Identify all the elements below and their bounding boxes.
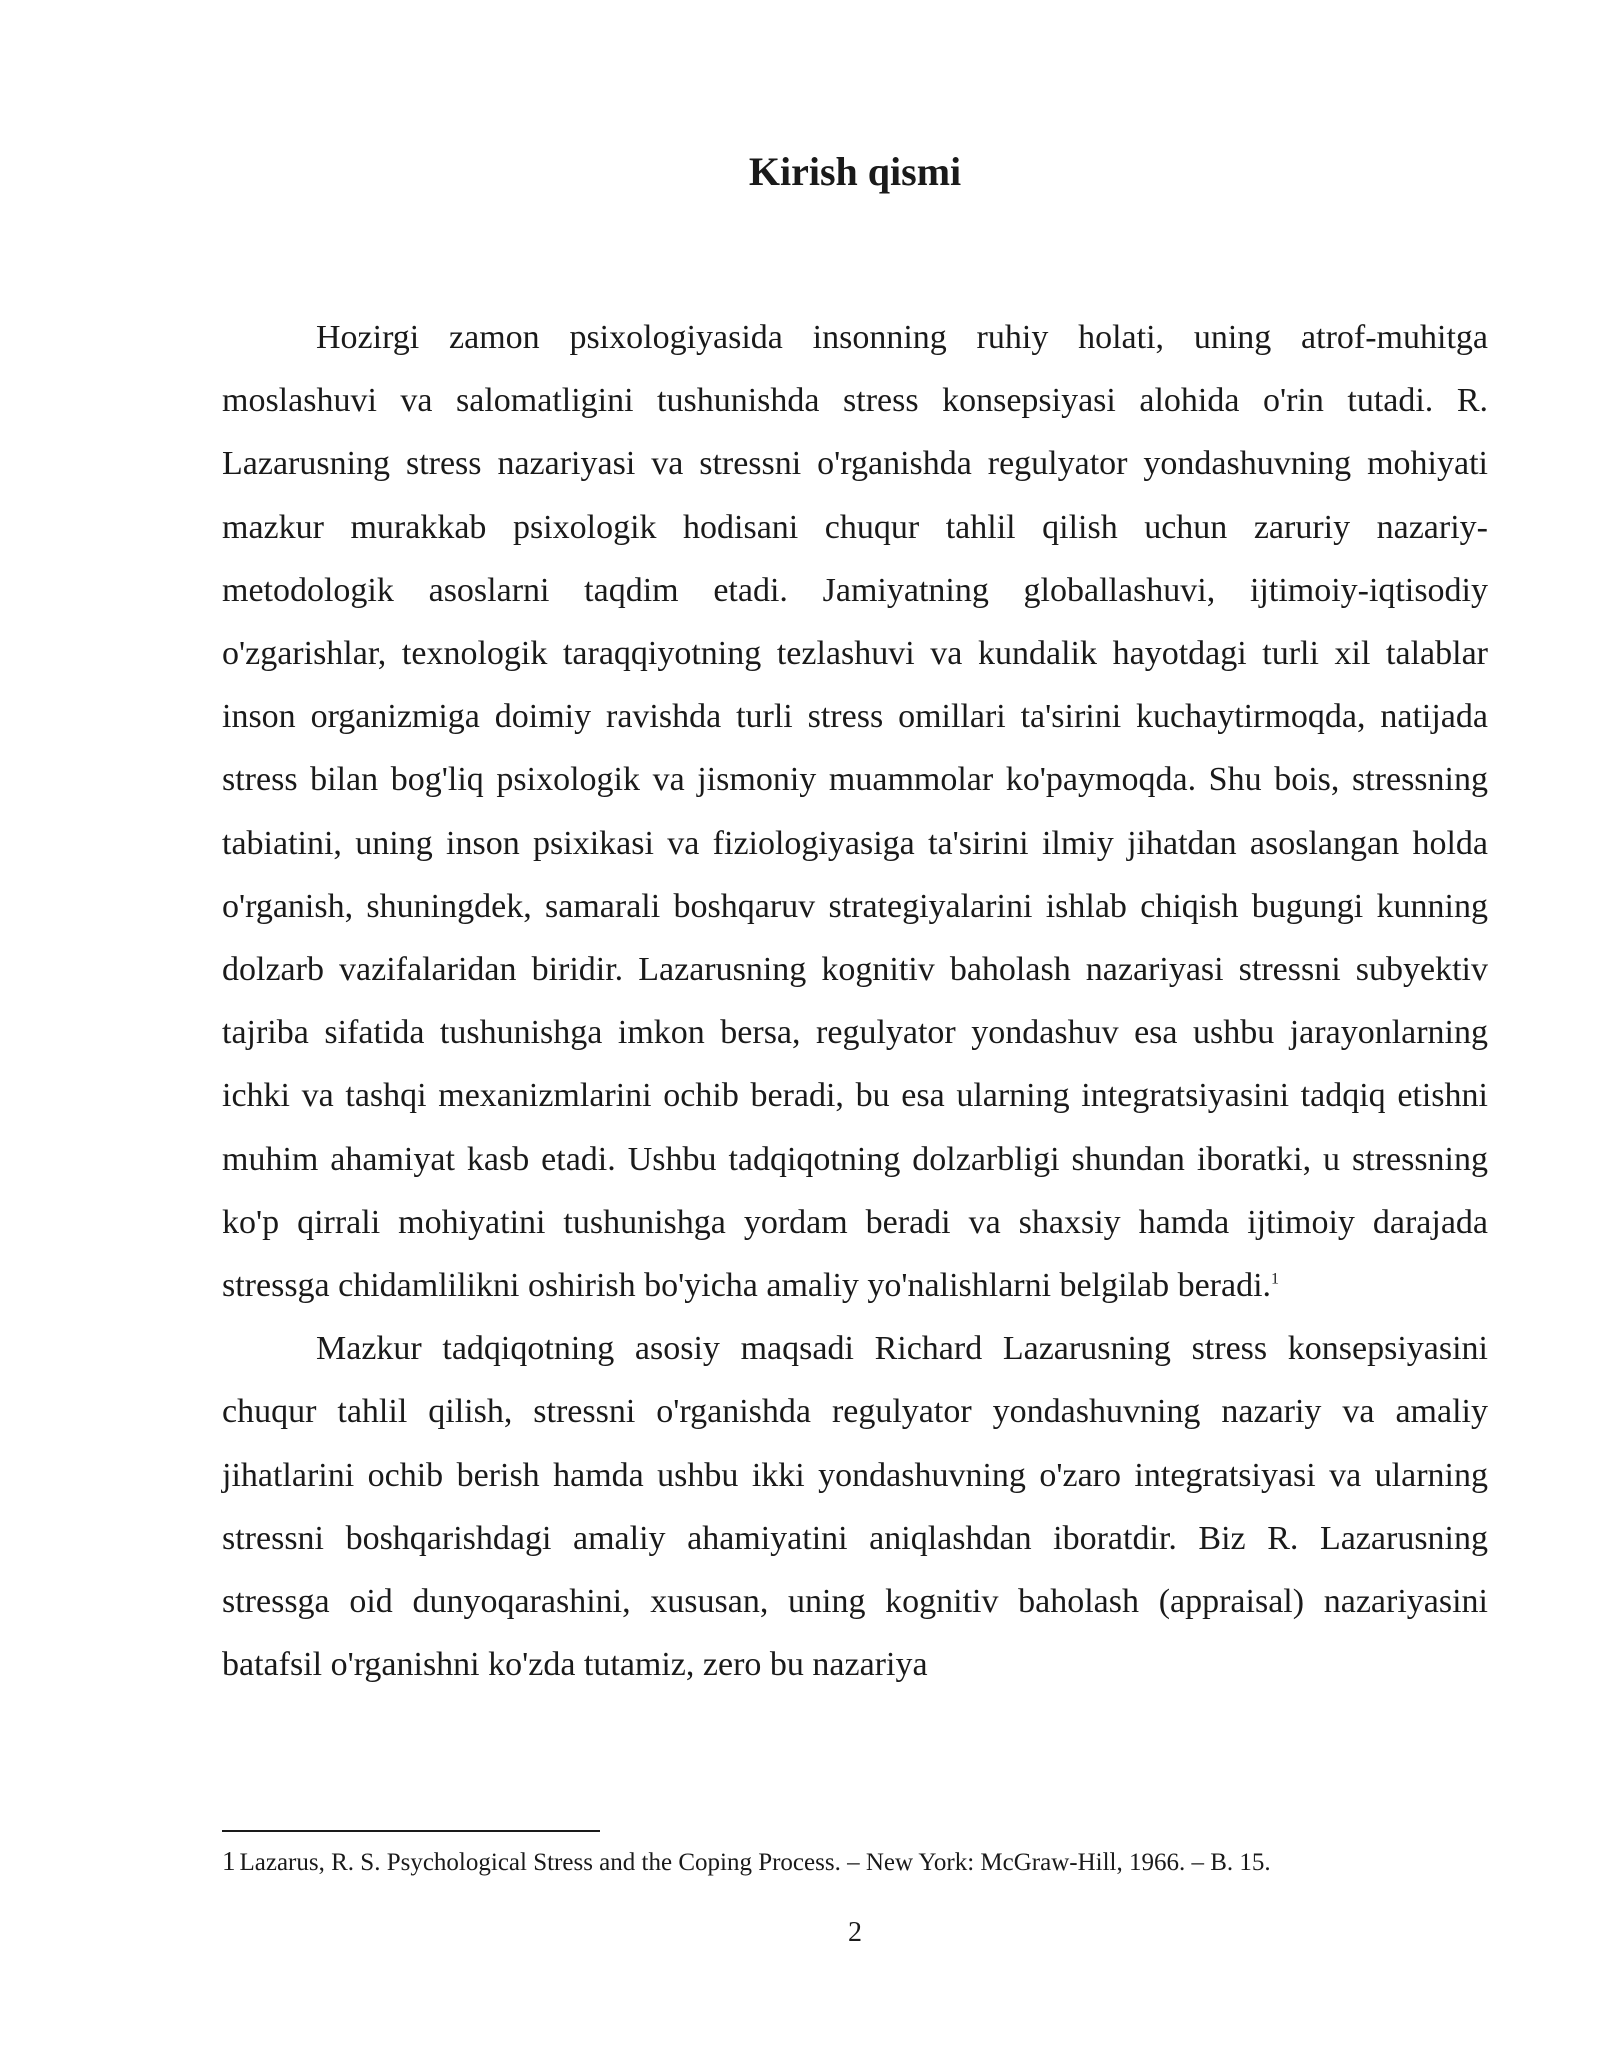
- footnote-separator: [222, 1830, 600, 1832]
- footnote-text: Lazarus, R. S. Psychological Stress and the Coping Process. – New York: McGraw-Hill, 1966. – B. 15.: [239, 1849, 1271, 1876]
- footnote-number: 1: [222, 1846, 236, 1876]
- paragraph-1-text: Hozirgi zamon psixologiyasida insonning ruhiy holati, uning atrof-muhitga moslashuvi va salomatligini tushunishda stress konsepsiyasi alohida o'rin tutadi. R. Lazarusning stress nazariyasi va stressni o'rganishda regulyator yondashuvning mohiyati mazkur murakkab psixologik hodisani chuqur tahlil qilish uchun zaruriy nazariy-metodologik asoslarni taqdim etadi. Jamiyatning globallashuvi, ijtimoiy-iqtisodiy o'zgarishlar, texnologik taraqqiyotning tezlashuvi va kundalik hayotdagi turli xil talablar inson organizmiga doimiy ravishda turli stress omillari ta'sirini kuchaytirmoqda, natijada stress bilan bog'liq psixologik va jismoniy muammolar ko'paymoqda. Shu bois, stressning tabiatini, uning inson psixikasi va fiziologiyasiga ta'sirini ilmiy jihatdan asoslangan holda o'rganish, shuningdek, samarali boshqaruv strategiyalarini ishlab chiqish bugungi kunning dolzarb vazifalaridan biridir. Lazarusning kognitiv baholash nazariyasi stressni subyektiv tajriba sifatida tushunishga imkon bersa, regulyator yondashuv esa ushbu jarayonlarning ichki va tashqi mexanizmlarini ochib beradi, bu esa ularning integratsiyasini tadqiq etishni muhim ahamiyat kasb etadi. Ushbu tadqiqotning dolzarbligi shundan iboratki, u stressning ko'p qirrali mohiyatini tushunishga yordam beradi va shaxsiy hamda ijtimoiy darajada stressga chidamlilikni oshirish bo'yicha amaliy yo'nalishlarni belgilab beradi.: [222, 319, 1488, 1305]
- footnote: [222, 1845, 1488, 1879]
- body-text: [222, 306, 1488, 1696]
- paragraph-2: [222, 1317, 1488, 1696]
- page-title: Kirish qismi: [748, 149, 962, 194]
- footnote-reference[interactable]: 1: [1271, 1270, 1280, 1288]
- page-number: 2: [848, 1917, 862, 1948]
- paragraph-1: [222, 306, 1488, 1317]
- paragraph-2-text: Mazkur tadqiqotning asosiy maqsadi Richard Lazarusning stress konsepsiyasini chuqur tahlil qilish, stressni o'rganishda regulyator yondashuvning nazariy va amaliy jihatlarini ochib berish hamda ushbu ikki yondashuvning o'zaro integratsiyasi va ularning stressni boshqarishdagi amaliy ahamiyatini aniqlashdan iboratdir. Biz R. Lazarusning stressga oid dunyoqarashini, xususan, uning kognitiv baholash (appraisal) nazariyasini batafsil o'rganishni ko'zda tutamiz, zero bu nazariya: [222, 1330, 1488, 1684]
